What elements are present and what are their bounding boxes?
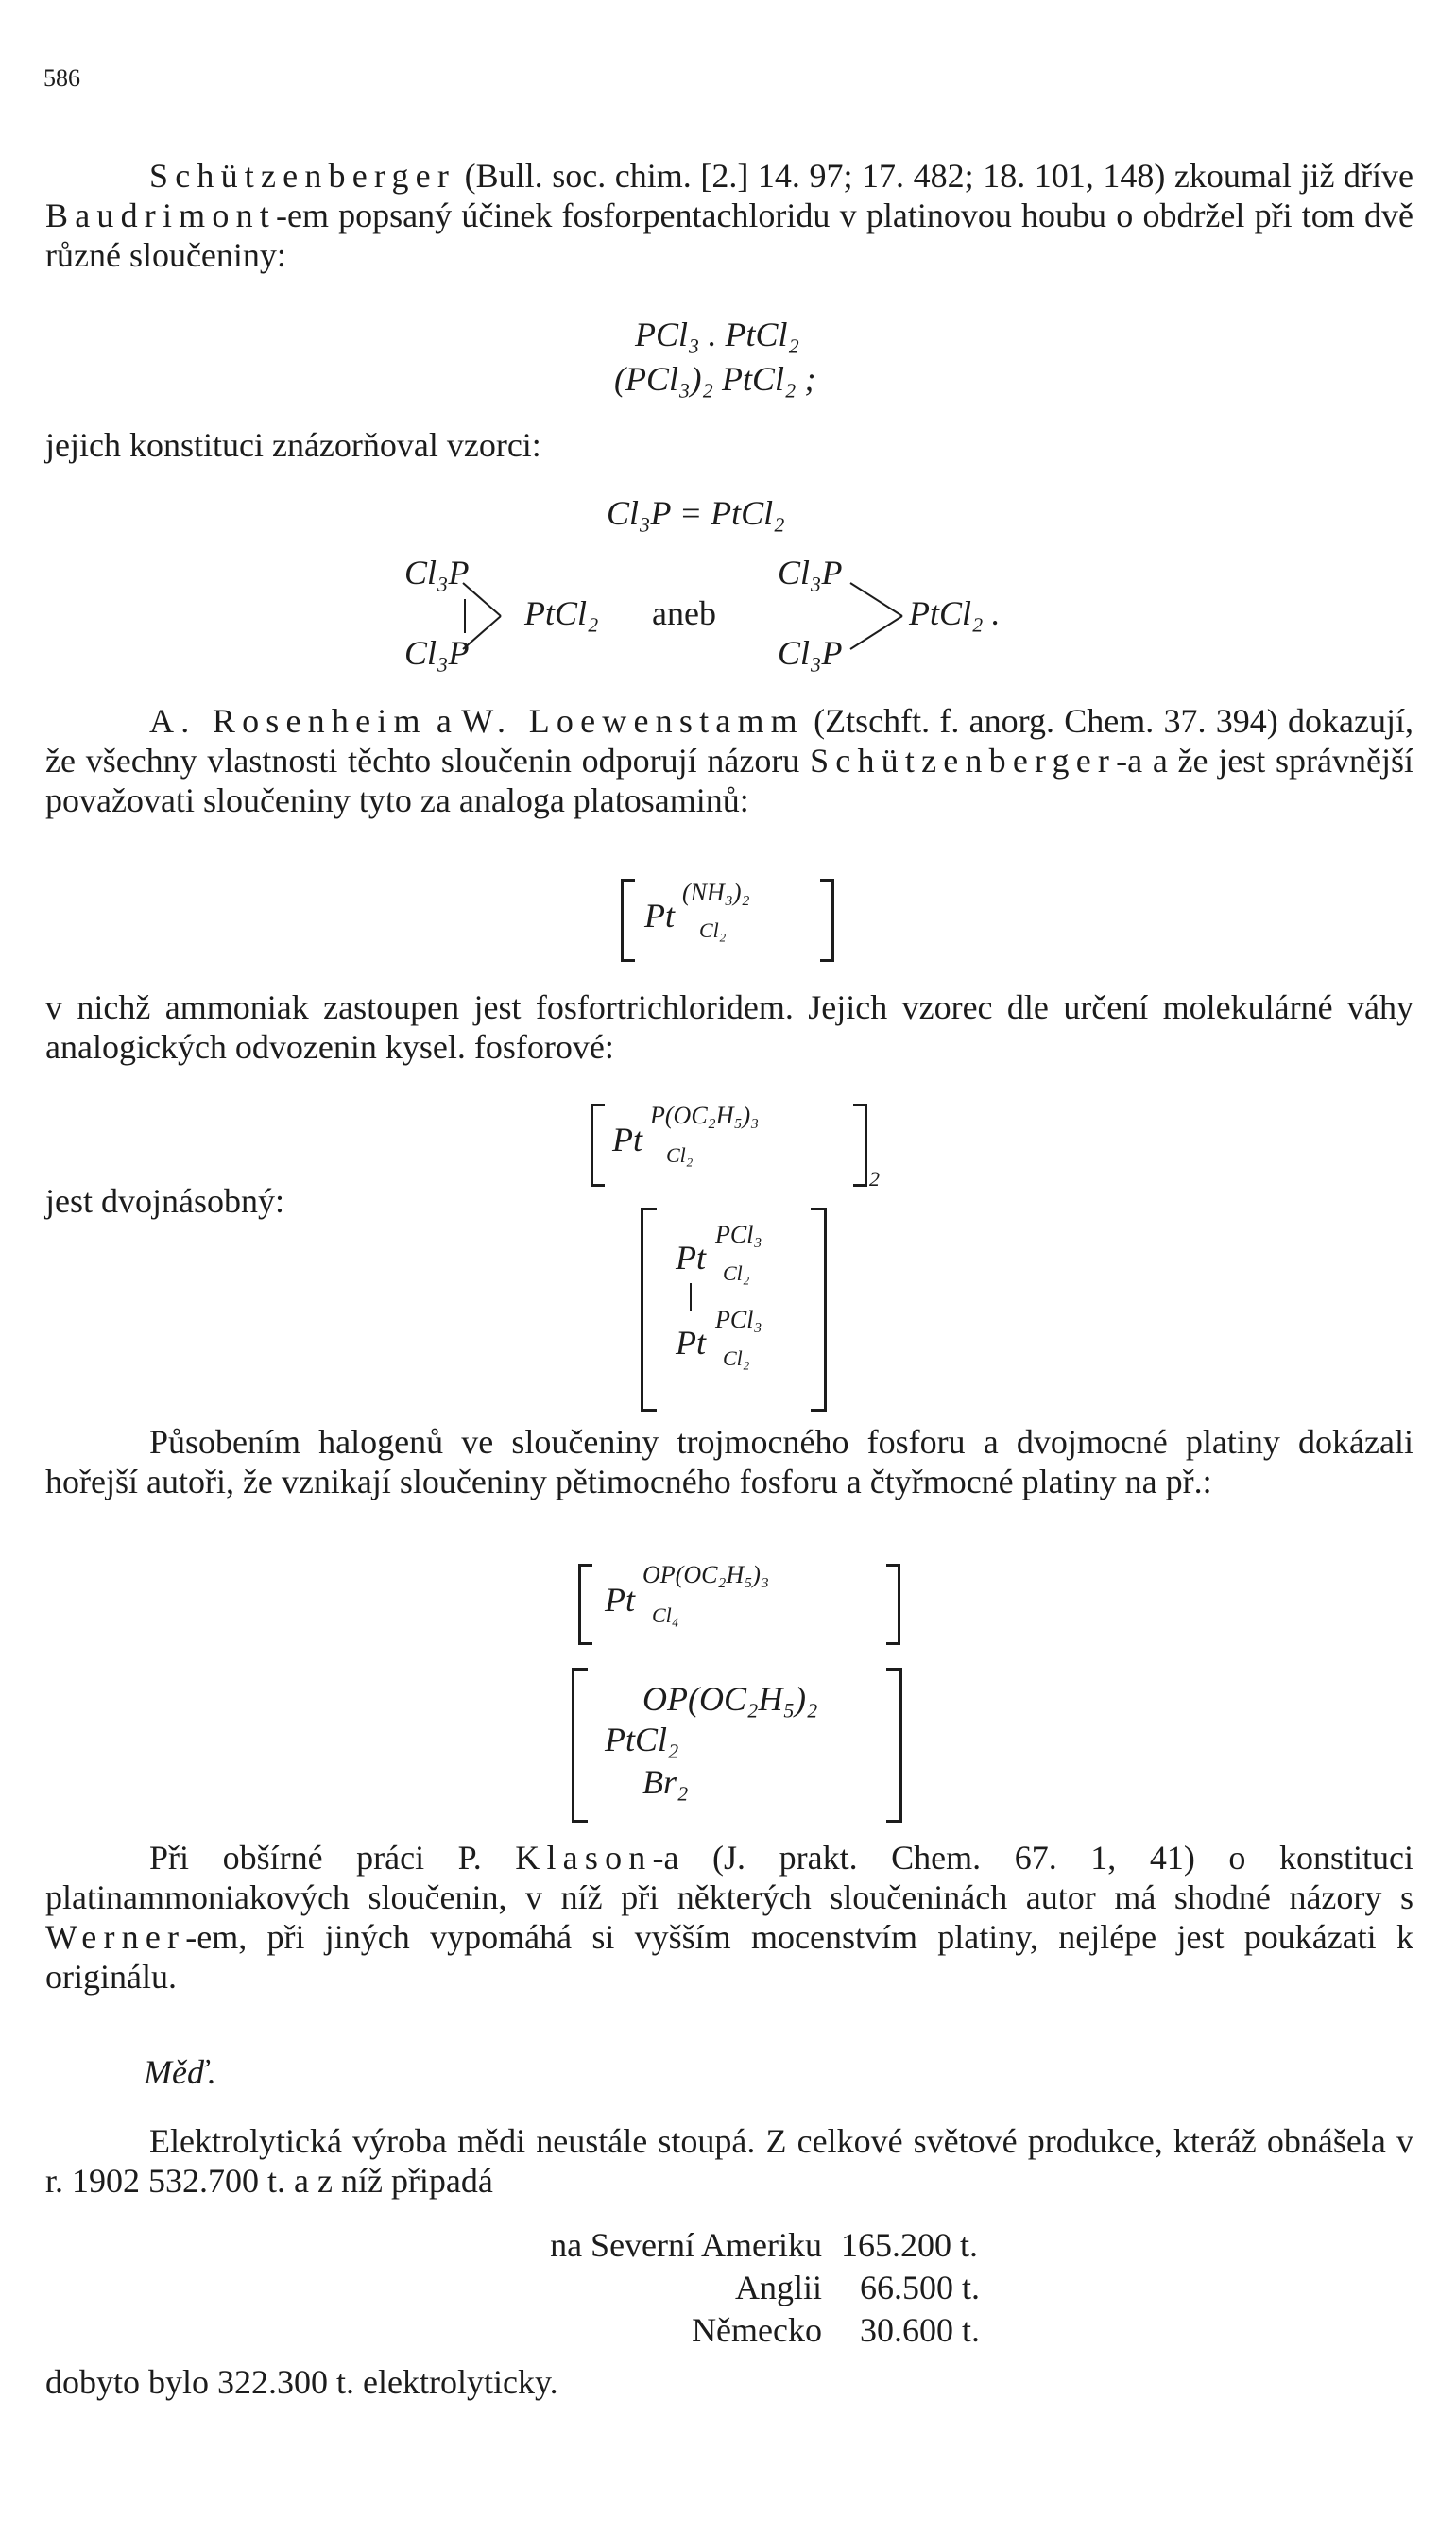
bracket-right — [820, 879, 834, 962]
paragraph-text: -em, při jiných vypomáhá si vyšším mocenstvím platiny, nejlépe jest poukázati k originálu. — [45, 1918, 1413, 1996]
bracket-right — [853, 1104, 867, 1187]
formula-index: 2 — [869, 1167, 880, 1191]
formula-line: PtCl₂ — [605, 1721, 679, 1758]
formula-sub: Cl₂ — [723, 1261, 750, 1285]
structure-right-bottom: Cl₃P — [778, 634, 843, 672]
formula-pt: Pt — [676, 1324, 706, 1362]
formula-pcl3-2-ptcl2: (PCl₃)₂ PtCl₂ ; — [614, 360, 816, 398]
paragraph-halogeny: Působením halogenů ve sloučeniny trojmocného fosforu a dvojmocné platiny dokázali hořejší autoři, že vznikají sloučeniny pětimocného fosforu a čtyřmocné platiny na př.: — [45, 1423, 1413, 1500]
paragraph-schutzenberger — [45, 156, 1413, 275]
paragraph-text: -a (J. prakt. Chem. 67. 1, 41) o konstituci platinammoniakových sloučenin, v níž při některých sloučeninách autor má shodné názory s — [45, 1839, 1413, 1916]
structure-aneb: aneb — [652, 594, 716, 632]
table-row — [283, 2225, 822, 2265]
formula-sup: P(OC₂H₅)₃ — [650, 1102, 760, 1129]
table-row — [283, 2268, 822, 2307]
bond-line — [688, 1283, 694, 1311]
author-name: Werner — [45, 1918, 186, 1956]
table-label: Německo — [692, 2311, 822, 2349]
structure-top-formula: Cl₃P = PtCl₂ — [607, 494, 785, 532]
bracket-right — [811, 1208, 827, 1412]
paragraph-rosenheim — [45, 701, 1413, 820]
table-label: na Severní Ameriku — [550, 2226, 822, 2264]
table-label: Anglii — [734, 2269, 822, 2306]
structure-right-bonds — [846, 578, 912, 654]
paragraph-klason — [45, 1838, 1413, 1997]
bracket-left — [641, 1208, 657, 1412]
formula-pt: Pt — [676, 1239, 706, 1277]
paragraph-text: a — [426, 702, 462, 740]
paragraph-text: (Bull. soc. chim. [2.] 14. 97; 17. 482; 18. 101, 148) zkoumal již dříve — [455, 157, 1413, 195]
author-name: Klason — [515, 1839, 653, 1877]
formula-sub: Cl₂ — [699, 918, 727, 942]
section-heading: Měď. — [144, 2053, 216, 2091]
formula-sup: OP(OC₂H₅)₃ — [642, 1561, 769, 1588]
author-name: Schützenberger — [810, 742, 1117, 780]
bracket-left — [572, 1668, 588, 1823]
formula-pcl3-ptcl2: PCl₃ . PtCl₂ — [635, 316, 800, 353]
formula-line: Br₂ — [642, 1763, 689, 1801]
double-text: jest dvojnásobný: — [45, 1182, 284, 1220]
structure-left-bottom: Cl₃P — [404, 634, 470, 672]
formula-pt: Pt — [612, 1121, 642, 1158]
bracket-left — [621, 879, 635, 962]
structure-left-top: Cl₃P — [404, 554, 470, 591]
author-name: A. Rosenheim — [149, 702, 427, 740]
formula-pt: Pt — [644, 897, 675, 934]
paragraph-med: Elektrolytická výroba mědi neustále stoupá. Z celkové světové produkce, kteráž obnášela v r. 1902 532.700 t. a z níž připadá — [45, 2122, 1413, 2200]
formula-sup: PCl₃ — [715, 1221, 762, 1248]
table-value: 66.500 t. — [860, 2269, 981, 2306]
bracket-right — [886, 1564, 900, 1645]
paragraph-ammoniak: v nichž ammoniak zastoupen jest fosfortrichloridem. Jejich vzorec dle určení molekulárné váhy analogických odvozenin kysel. fosforové: — [45, 988, 1413, 1066]
formula-sup: PCl₃ — [715, 1306, 762, 1333]
formula-sup: (NH₃)₂ — [682, 879, 750, 906]
author-name: Baudrimont — [45, 197, 276, 234]
formula-sub: Cl₂ — [666, 1143, 694, 1167]
constitution-text: jejich konstituci znázorňoval vzorci: — [45, 426, 541, 464]
table-value: 165.200 t. — [841, 2226, 979, 2264]
author-name: Schützenberger — [149, 157, 456, 195]
bracket-right — [886, 1668, 902, 1823]
final-sentence: dobyto bylo 322.300 t. elektrolyticky. — [45, 2363, 558, 2401]
formula-line: OP(OC₂H₅)₂ — [642, 1680, 818, 1718]
formula-sub: Cl₂ — [723, 1346, 750, 1370]
paragraph-text: (Ztschft. f. anorg. Chem. 37. 394) dokazují, že všechny vlastnosti těchto sloučenin odporují názoru — [45, 702, 1413, 780]
page-number: 586 — [43, 64, 80, 92]
structure-right-center: PtCl₂ . — [909, 594, 1001, 632]
formula-pt: Pt — [605, 1581, 635, 1619]
table-row — [283, 2310, 822, 2350]
bracket-left — [578, 1564, 592, 1645]
paragraph-text: Při obšírné práci P. — [149, 1839, 516, 1877]
bracket-left — [591, 1104, 605, 1187]
author-name: W. Loewenstamm — [461, 702, 804, 740]
paragraph-text: -em popsaný účinek fosforpentachloridu v platinovou houbu o obdržel při tom dvě různé sloučeniny: — [45, 197, 1413, 274]
table-value: 30.600 t. — [860, 2311, 981, 2349]
formula-sub: Cl₄ — [652, 1603, 679, 1627]
structure-left-bonds — [454, 578, 529, 654]
structure-left-center: PtCl₂ — [524, 594, 599, 632]
paragraph-text: -a a že jest správnější považovati sloučeniny tyto za analoga platosaminů: — [45, 742, 1413, 819]
structure-right-top: Cl₃P — [778, 554, 843, 591]
